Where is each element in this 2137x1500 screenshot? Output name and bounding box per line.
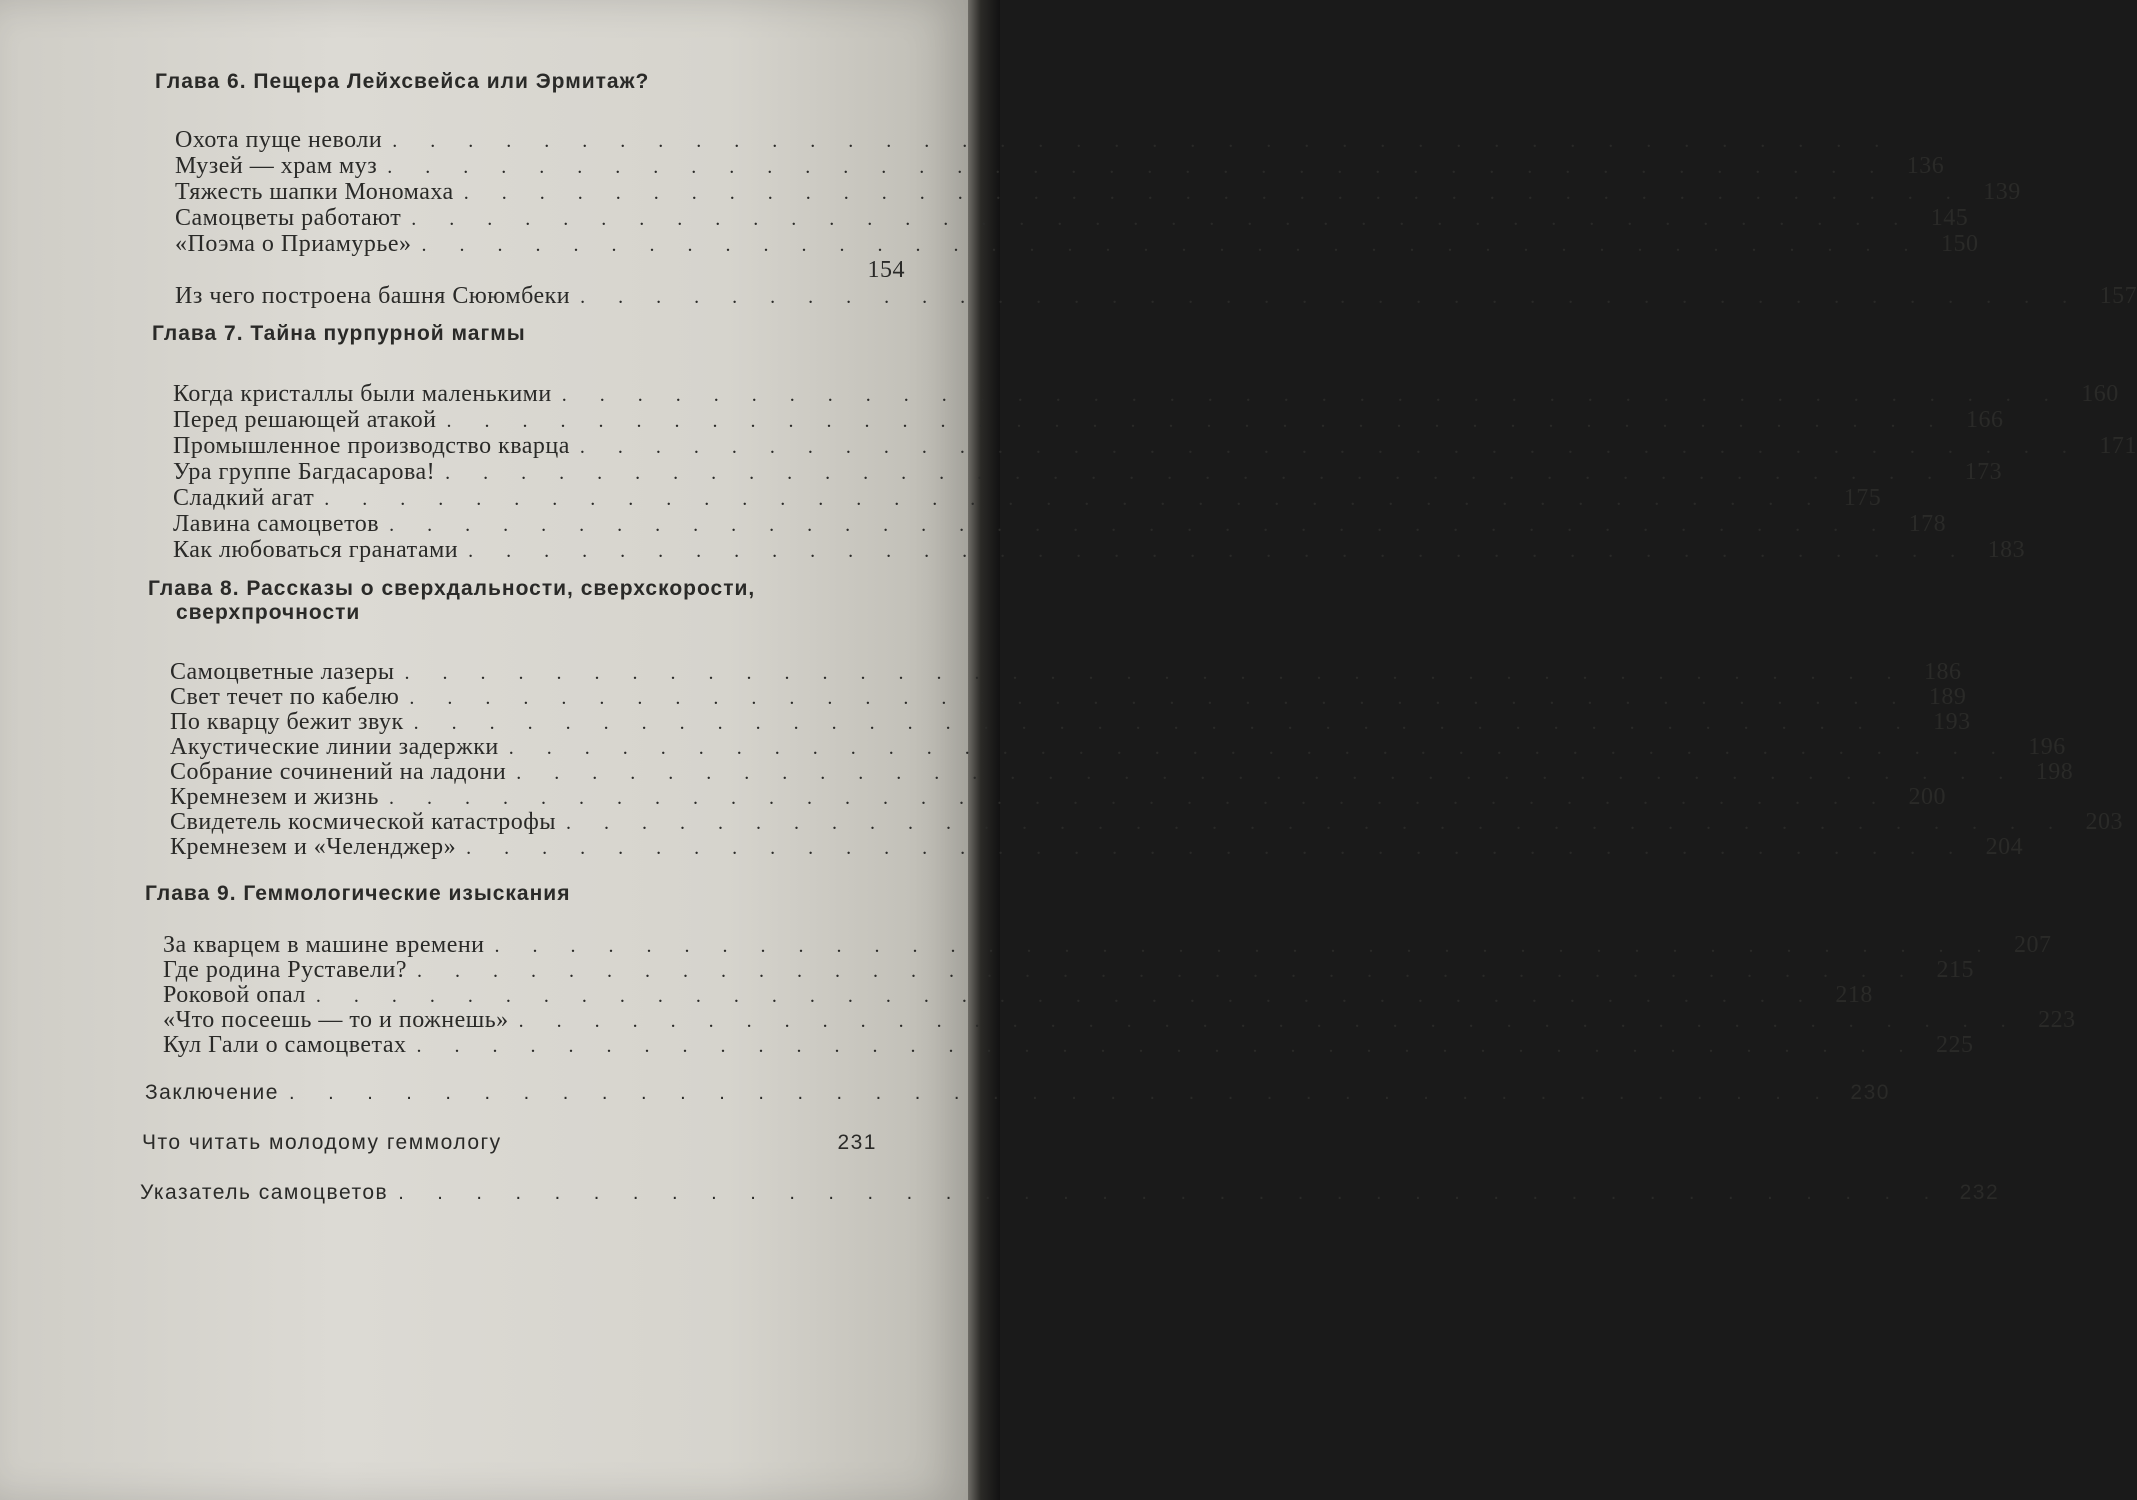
entry-title: Самоцветы работают xyxy=(175,205,402,231)
toc-entry xyxy=(173,537,2026,563)
entry-page: 173 xyxy=(1964,459,2003,485)
toc-entry xyxy=(163,932,2052,958)
toc-entry xyxy=(170,809,2123,835)
toc-entry xyxy=(170,784,1946,810)
dot-leader: . . . . . . . . . . . . . . . . . . . . . . . . . . . . . . . . . . . . . . . . xyxy=(392,130,1894,152)
entry-title: Сладкий агат xyxy=(173,485,315,511)
entry-title: Акустические линии задержки xyxy=(170,734,499,760)
entry-page: 189 xyxy=(1928,684,1967,710)
entry-title: Самоцветные лазеры xyxy=(170,659,395,685)
entry-title: Кул Гали о самоцветах xyxy=(163,1032,407,1058)
entry-title: Ура группе Багдасарова! xyxy=(173,459,436,485)
entry-title: Из чего построена башня Сююмбеки xyxy=(175,283,571,309)
entry-page: 230 xyxy=(1850,1081,1890,1104)
dot-leader: . . . . . . . . . . . . . . . . . . . . . . . . . . . . . . . . . . . . . . . . xyxy=(416,1035,1918,1057)
entry-title: Роковой опал xyxy=(163,982,306,1008)
entry-page: 225 xyxy=(1936,1032,1974,1058)
toc-entry xyxy=(173,511,1947,537)
dot-leader: . . . . . . . . . . . . . . . . . . . . . . . . . . . . . . . . . . . . . . . . xyxy=(413,712,1915,734)
toc-entry xyxy=(175,231,1979,257)
dot-leader: . . . . . . . . . . . . . . . . . . . . . . . . . . . . . . . . . . . . . . . . xyxy=(561,384,2063,406)
dot-leader: . . . . . . . . . . . . . . . . . . . . . . . . . . . . . . . . . . . . . . . . xyxy=(398,1182,1944,1204)
toc-entry xyxy=(170,759,2074,785)
entry-page: 196 xyxy=(2028,734,2066,760)
toc-entry xyxy=(170,709,1971,735)
entry-title: Заключение xyxy=(145,1081,279,1104)
entry-page: 200 xyxy=(1908,784,1946,810)
entry-page: 223 xyxy=(2038,1007,2076,1033)
entry-page: 231 xyxy=(837,1131,877,1154)
toc-entry xyxy=(175,283,2137,309)
dot-leader: . . . . . . . . . . . . . . . . . . . . . . . . . . . . . . . . . . . . . . . . xyxy=(389,514,1891,536)
entry-page: 204 xyxy=(1985,834,2024,860)
chapter-heading-line: Глава 8. Рассказы о сверхдальности, сверхскорости, xyxy=(148,577,756,600)
entry-page: 166 xyxy=(1965,407,2004,433)
dot-leader: . . . . . . . . . . . . . . . . . . . . . . . . . . . . . . . . . . . . . . . . xyxy=(580,286,2082,308)
dot-leader: . . . . . . . . . . . . . . . . . . . . . . . . . . . . . . . . . . . . . . . . xyxy=(389,787,1890,809)
entry-page: 215 xyxy=(1936,957,1975,983)
entry-title: Свет течет по кабелю xyxy=(170,684,400,710)
toc-entry xyxy=(173,381,2119,407)
toc-entry-reading xyxy=(142,1130,877,1156)
entry-page: 232 xyxy=(1959,1181,2000,1204)
entry-title: Перед решающей атакой xyxy=(173,407,437,433)
dot-leader: . . . . . . . . . . . . . . . . . . . . . . . . . . . . . . . . . . . . . . . . xyxy=(417,960,1919,982)
toc-entry xyxy=(170,834,2024,860)
entry-page: 218 xyxy=(1835,982,1873,1008)
entry-page: 193 xyxy=(1933,709,1971,735)
entry-title: Когда кристаллы были маленькими xyxy=(173,381,552,407)
dot-leader: . . . . . . . . . . . . . . . . . . . . . . . . . . . . . . . . . . . . . . . . xyxy=(288,1082,1834,1104)
entry-title: Собрание сочинений на ладони xyxy=(170,759,507,785)
entry-page: 178 xyxy=(1908,511,1947,537)
toc-entry xyxy=(173,407,2004,433)
entry-page: 154 xyxy=(867,257,905,283)
entry-title: Тяжесть шапки Мономаха xyxy=(175,179,454,205)
dot-leader: . . . . . . . . . . . . . . . . . . . . . . . . . . . . . . . . . . . . . . . . xyxy=(445,462,1947,484)
dot-leader: . . . . . . . . . . . . . . . . . . . . . . . . . . . . . . . . . . . . . . . . xyxy=(409,687,1911,709)
entry-title: Промышленное производство кварца xyxy=(173,433,570,459)
toc-entry xyxy=(163,982,1873,1008)
dot-leader: . . . . . . . . . . . . . . . . . . . . . . . . . . . . . . . . . . . . . . . . xyxy=(324,488,1826,510)
dot-leader: . . . . . . . . . . . . . . . . . . . . . . . . . . . . . . . . . . . . . . . . xyxy=(494,935,1996,957)
entry-page: 203 xyxy=(2085,809,2123,835)
entry-title: За кварцем в машине времени xyxy=(163,932,485,958)
toc-entry xyxy=(173,485,1882,511)
dot-leader: . . . . . . . . . . . . . . . . . . . . . . . . . . . . . . . . . . . . . . . . xyxy=(463,182,1965,204)
dot-leader: . . . . . . . . . . . . . . . . . . . . . . . . . . . . . . . . . . . . . . . . xyxy=(508,737,2010,759)
dot-leader: . . . . . . . . . . . . . . . . . . . . . . . . . . . . . . . . . . . . . . . . xyxy=(579,436,2081,458)
dot-leader: . . . . . . . . . . . . . . . . . . . . . . . . . . . . . . . . . . . . . . . . xyxy=(421,234,1923,256)
entry-page: 145 xyxy=(1930,205,1969,231)
entry-page: 150 xyxy=(1941,231,1979,257)
entry-title: «Поэма о Приамурье» xyxy=(175,231,412,257)
dot-leader: . . . . . . . . . . . . . . . . . . . . . . . . . . . . . . . . . . . . . . . . xyxy=(411,208,1913,230)
entry-title: По кварцу бежит звук xyxy=(170,709,404,735)
entry-page: 183 xyxy=(1987,537,2026,563)
entry-title: Кремнезем и «Челенджер» xyxy=(170,834,457,860)
dot-leader: . . . . . . . . . . . . . . . . . . . . . . . . . . . . . . . . . . . . . . . . xyxy=(466,837,1968,859)
toc-entry xyxy=(175,205,1969,231)
entry-page: 160 xyxy=(2081,381,2119,407)
chapter-heading: Глава 7. Тайна пурпурной магмы xyxy=(152,322,526,345)
toc-entry xyxy=(175,257,905,283)
dot-leader: . . . . . . . . . . . . . . . . . . . . . . . . . . . . . . . . . . . . . . . . xyxy=(516,762,2018,784)
entry-title: Свидетель космической катастрофы xyxy=(170,809,556,835)
toc-entry-conclusion xyxy=(145,1080,1890,1106)
toc-entry xyxy=(170,659,1962,685)
entry-page: 157 xyxy=(2099,283,2137,309)
dot-leader: . . . . . . . . . . . . . . . . . . . . . . . . . . . . . . . . . . . . . . . . xyxy=(518,1010,2020,1032)
entry-title: «Что посеешь — то и пожнешь» xyxy=(163,1007,509,1033)
dot-leader: . . . . . . . . . . . . . . . . . . . . . . . . . . . . . . . . . . . . . . . . xyxy=(565,812,2067,834)
chapter-heading xyxy=(148,577,755,625)
entry-page: 175 xyxy=(1843,485,1882,511)
chapter-heading: Глава 6. Пещера Лейхсвейса или Эрмитаж? xyxy=(155,70,650,93)
entry-page: 207 xyxy=(2014,932,2052,958)
toc-entry xyxy=(170,734,2066,760)
entry-title: Где родина Руставели? xyxy=(163,957,408,983)
entry-page: 139 xyxy=(1983,179,2021,205)
entry-page: 136 xyxy=(1906,153,1945,179)
entry-page: 198 xyxy=(2035,759,2074,785)
toc-entry-index xyxy=(140,1180,2000,1206)
toc-entry xyxy=(175,179,2021,205)
toc-entry xyxy=(163,957,1975,983)
dot-leader: . . . . . . . . . . . . . . . . . . . . . . . . . . . . . . . . . . . . . . . . xyxy=(446,410,1948,432)
entry-title: Охота пуще неволи xyxy=(175,127,383,153)
dot-leader: . . . . . . . . . . . . . . . . . . . . . . . . . . . . . . . . . . . . . . . . xyxy=(404,662,1906,684)
entry-title: Указатель самоцветов xyxy=(140,1181,389,1204)
entry-title: Что читать молодому геммологу xyxy=(142,1131,502,1154)
toc-entry xyxy=(175,153,1945,179)
toc-entry xyxy=(173,433,2137,459)
entry-title: Как любоваться гранатами xyxy=(173,537,459,563)
dot-leader: . . . . . . . . . . . . . . . . . . . . . . . . . . . . . . . . . . . . . . . . xyxy=(315,985,1817,1007)
toc-entry xyxy=(175,127,1894,153)
chapter-heading-continuation: сверхпрочности xyxy=(176,601,361,624)
dot-leader: . . . . . . . . . . . . . . . . . . . . . . . . . . . . . . . . . . . . . . . . xyxy=(387,156,1889,178)
toc-entry xyxy=(163,1032,1974,1058)
dot-leader: . . . . . . . . . . . . . . . . . . . . . . . . . . . . . . . . . . . . . . . . xyxy=(468,540,1970,562)
entry-title: Лавина самоцветов xyxy=(173,511,380,537)
toc-entry xyxy=(173,459,2003,485)
chapter-heading: Глава 9. Геммологические изыскания xyxy=(145,882,571,905)
toc-entry xyxy=(170,684,1967,710)
entry-title: Кремнезем и жизнь xyxy=(170,784,379,810)
entry-title: Музей — храм муз xyxy=(175,153,378,179)
entry-page: 186 xyxy=(1924,659,1962,685)
entry-page: 171 xyxy=(2099,433,2137,459)
toc-entry xyxy=(163,1007,2076,1033)
